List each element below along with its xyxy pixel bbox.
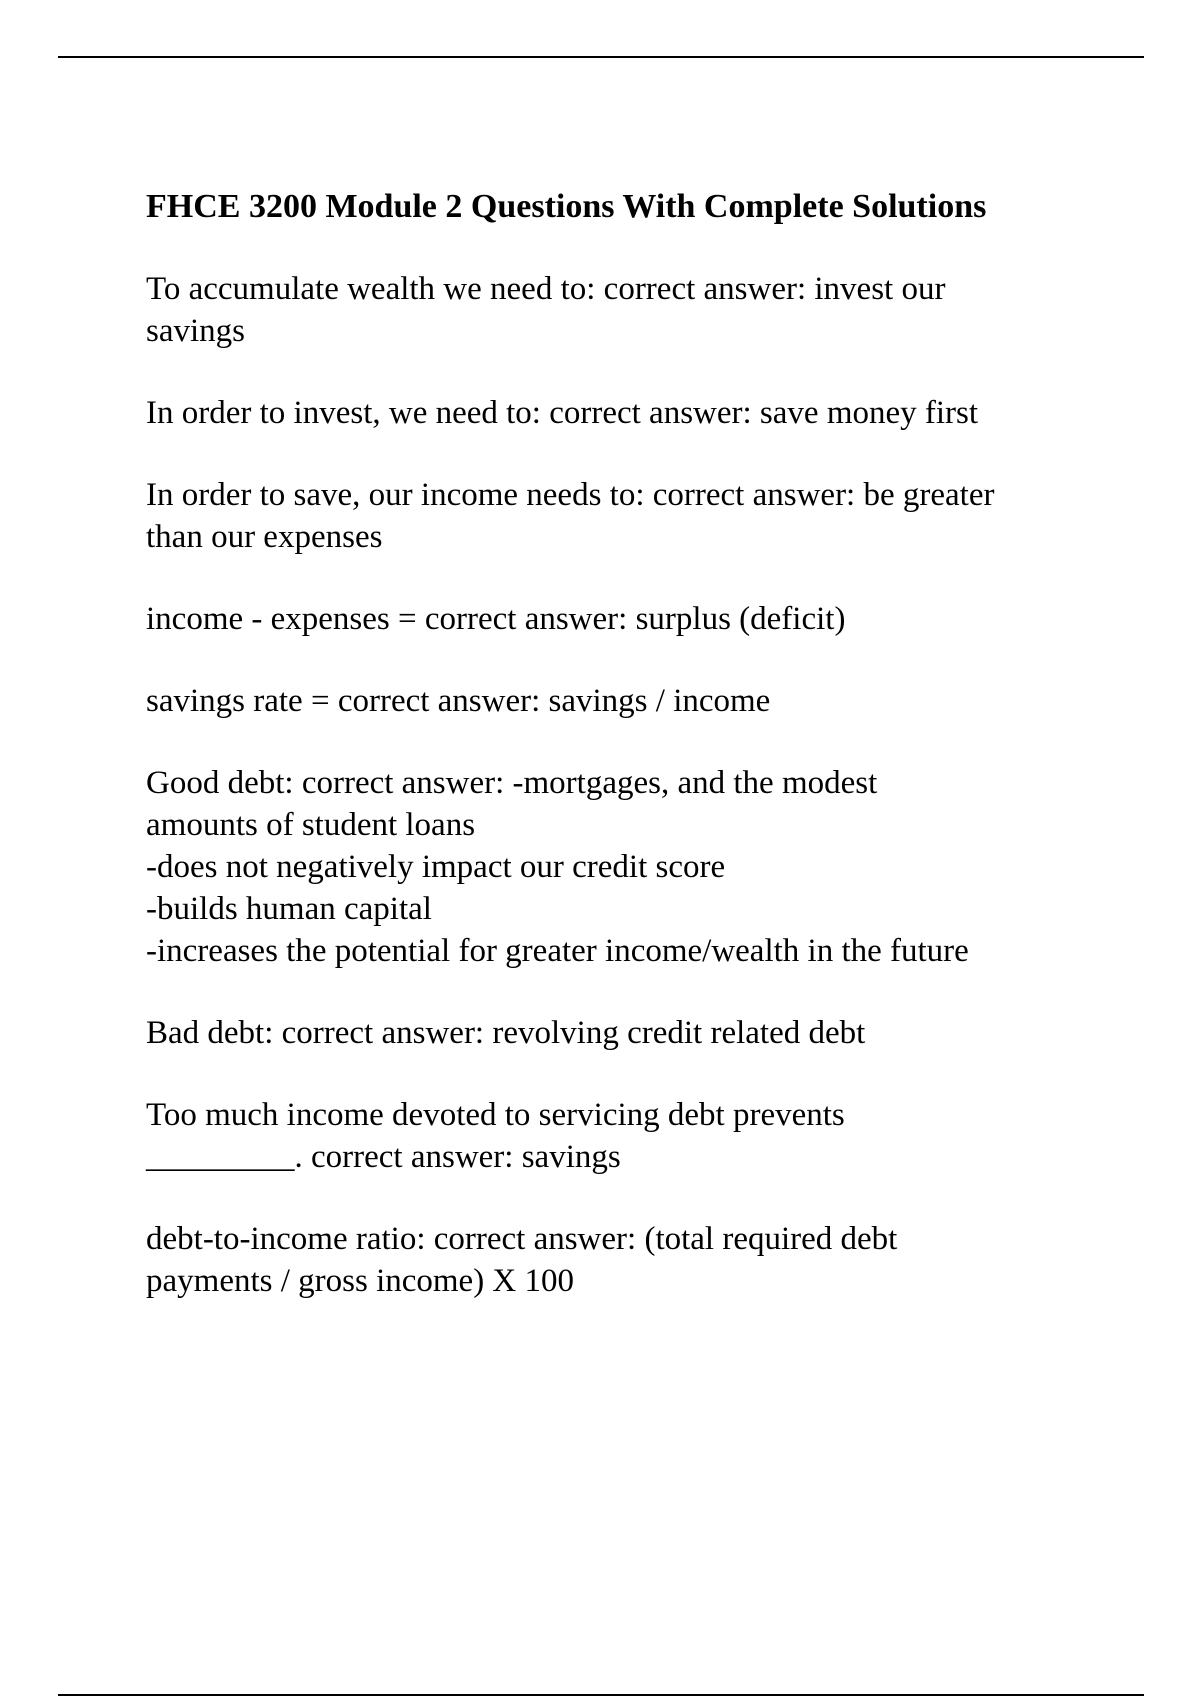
qa-entry [146, 268, 1116, 352]
top-divider [58, 56, 1144, 58]
qa-entry [146, 392, 1116, 434]
qa-line: amounts of student loans [146, 807, 476, 843]
qa-entry [146, 598, 1116, 640]
qa-line: -increases the potential for greater income/wealth in the future [146, 933, 969, 969]
qa-entry [146, 680, 1116, 722]
qa-line: than our expenses [146, 519, 383, 555]
qa-entry [146, 762, 1116, 972]
qa-line: savings [146, 313, 245, 349]
qa-line: Too much income devoted to servicing debt prevents [146, 1097, 845, 1133]
qa-line: Bad debt: correct answer: revolving credit related debt [146, 1015, 866, 1051]
qa-line: -does not negatively impact our credit score [146, 849, 726, 885]
qa-line: payments / gross income) X 100 [146, 1263, 575, 1299]
qa-line: savings rate = correct answer: savings / income [146, 683, 771, 719]
qa-entry [146, 1218, 1116, 1302]
qa-entry [146, 474, 1116, 558]
qa-line: In order to invest, we need to: correct answer: save money first [146, 395, 979, 431]
qa-line: income - expenses = correct answer: surplus (deficit) [146, 601, 846, 637]
qa-entry [146, 1012, 1116, 1054]
qa-line: To accumulate wealth we need to: correct answer: invest our [146, 271, 946, 307]
qa-line: -builds human capital [146, 891, 432, 927]
document-body [146, 186, 1116, 1342]
qa-line: Good debt: correct answer: -mortgages, and the modest [146, 765, 878, 801]
document-title: FHCE 3200 Module 2 Questions With Complete Solutions [146, 188, 987, 225]
qa-line: debt-to-income ratio: correct answer: (total required debt [146, 1221, 898, 1257]
bottom-divider [58, 1694, 1144, 1696]
qa-line: In order to save, our income needs to: correct answer: be greater [146, 477, 995, 513]
qa-line: _________. correct answer: savings [146, 1139, 621, 1175]
qa-entry [146, 1094, 1116, 1178]
